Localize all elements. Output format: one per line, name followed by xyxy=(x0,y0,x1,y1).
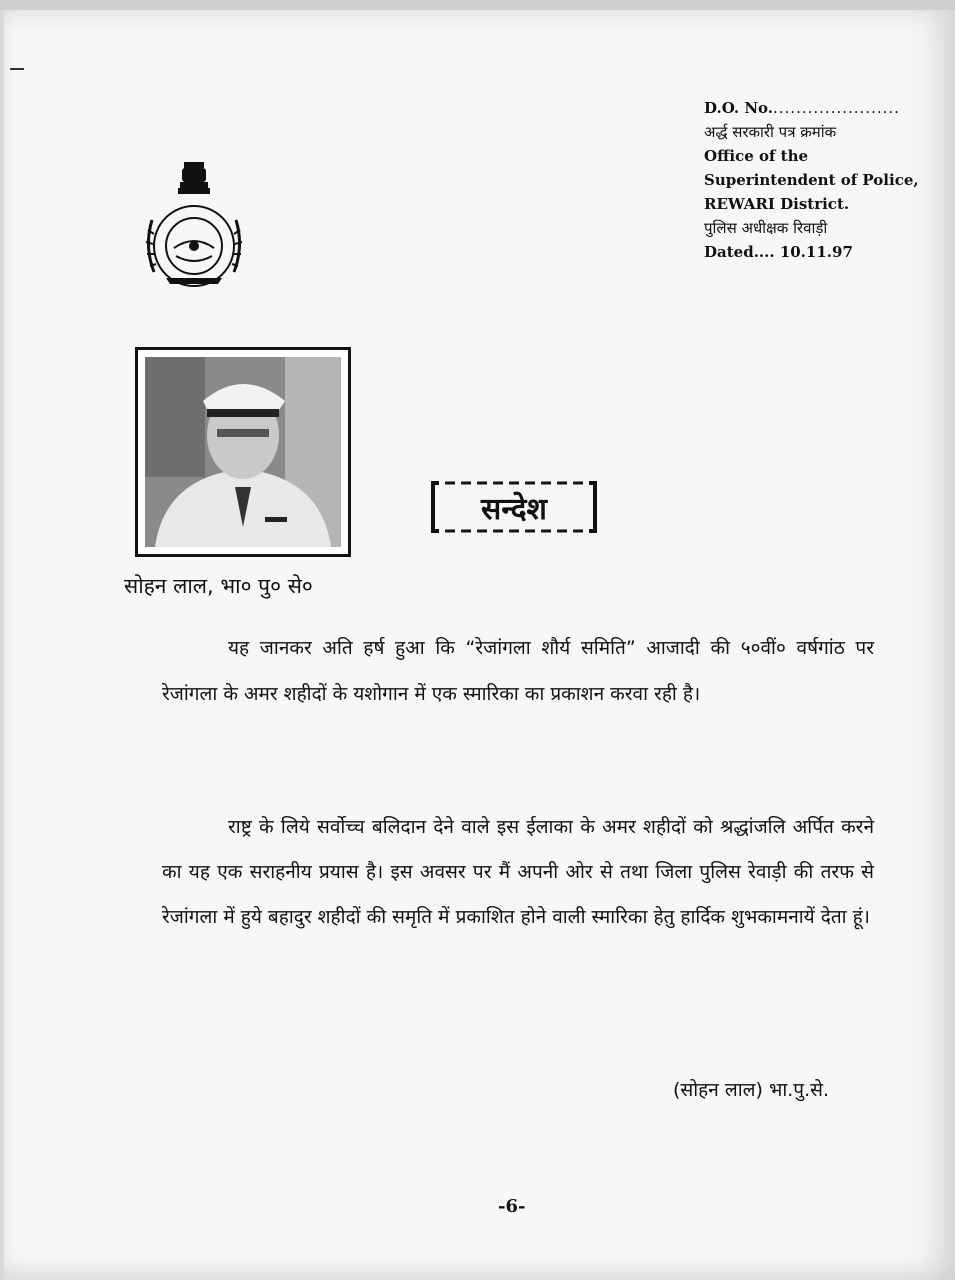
signature-line: (सोहन लाल) भा.पु.से. xyxy=(673,1079,830,1101)
officer-photo xyxy=(135,347,351,557)
office-header xyxy=(704,96,924,264)
officer-caption: सोहन लाल, भा० पु० से० xyxy=(124,574,313,598)
message-title-box xyxy=(431,479,597,535)
haryana-emblem-icon xyxy=(138,160,250,296)
office-line: Office of the xyxy=(704,147,809,165)
document-page xyxy=(4,10,955,1280)
date-line: Dated.... 10.11.97 xyxy=(704,243,853,261)
designation-hindi: पुलिस अधीक्षक रिवाड़ी xyxy=(704,219,828,237)
do-number: D.O. No....................... xyxy=(704,99,900,117)
scan-mark xyxy=(10,68,24,70)
do-number-hindi: अर्द्ध सरकारी पत्र क्रमांक xyxy=(704,123,837,141)
photo-image xyxy=(145,357,341,547)
designation-line: Superintendent of Police, xyxy=(704,171,919,189)
officer-portrait-icon xyxy=(145,357,341,547)
page-number: -6- xyxy=(498,1196,526,1217)
paragraph-1: यह जानकर अति हर्ष हुआ कि “रेजांगला शौर्य समिति” आजादी की ५०वीं० वर्षगांठ पर रेजांगला के अमर शहीदों के यशोगान में एक स्मारिका का प्रकाशन करवा रही है। xyxy=(162,637,874,705)
paragraph-2: राष्ट्र के लिये सर्वोच्च बलिदान देने वाले इस ईलाका के अमर शहीदों को श्रद्धांजलि अर्पित करने का यह एक सराहनीय प्रयास है। इस अवसर पर मैं अपनी ओर से तथा जिला पुलिस रेवाड़ी की तरफ से रेजांगला में हुये बहादुर शहीदों की समृति में प्रकाशित होने वाली स्मारिका हेतु हार्दिक शुभकामनायें देता हूं। xyxy=(162,816,874,928)
district-line: REWARI District. xyxy=(704,195,850,213)
message-title: सन्देश xyxy=(481,491,547,527)
top-strip xyxy=(0,0,955,10)
